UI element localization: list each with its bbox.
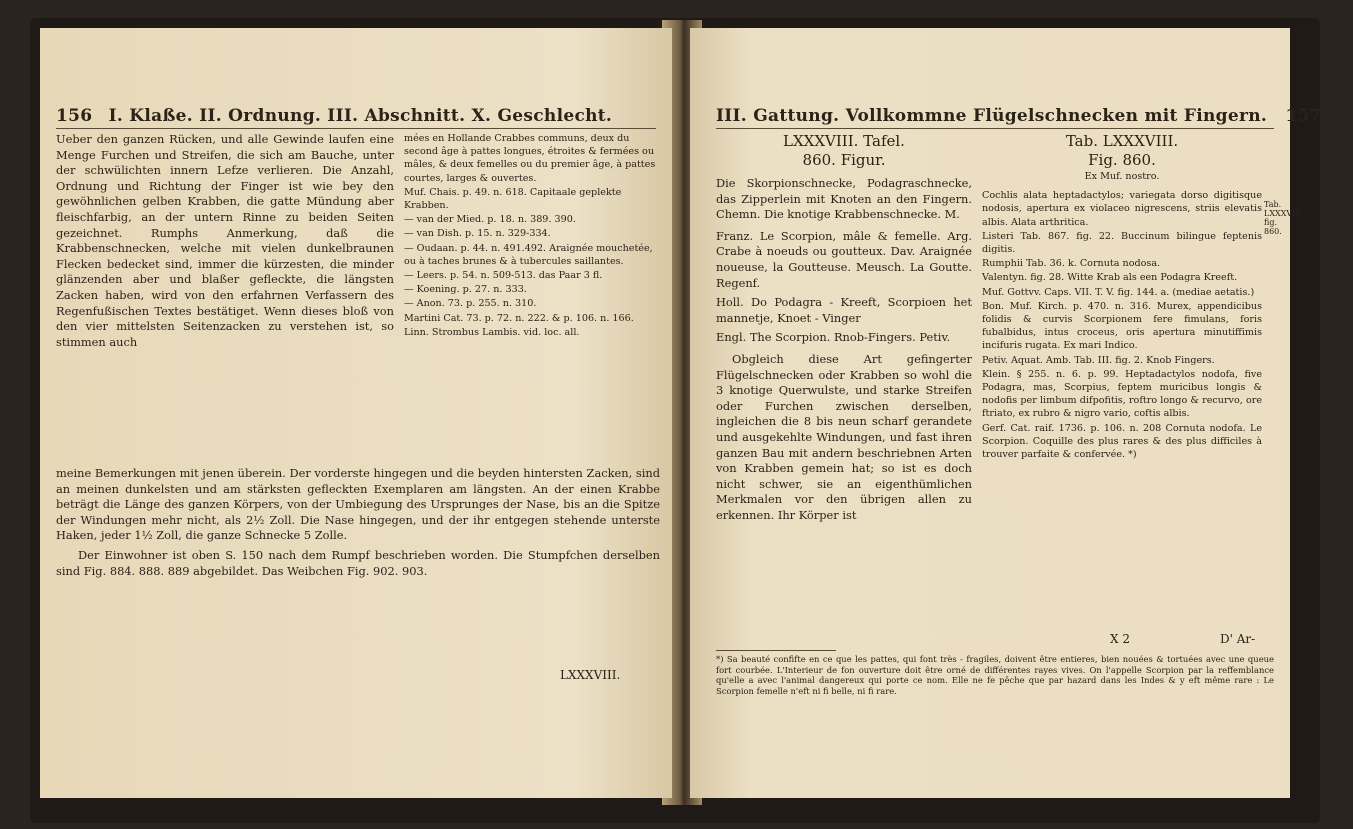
reference-entry: Petiv. Aquat. Amb. Tab. III. fig. 2. Knob Fingers.: [982, 354, 1215, 366]
left-full-paragraph: Der Einwohner ist oben S. 150 nach dem Rumpf beschrieben worden. Die Stumpfchen derselben sind Fig. 884. 888. 889 abgebildet. Das Weibchen Fig. 902. 903.: [56, 547, 660, 578]
footnote-rule: [716, 650, 836, 651]
left-full-width-text: [56, 466, 660, 579]
reference-entry: — Anon. 73. p. 255. n. 310.: [404, 298, 537, 310]
collection-note: Ex Muf. nostro.: [1084, 171, 1160, 182]
reference-entry: Martini Cat. 73. p. 72. n. 222. & p. 106. n. 166.: [404, 312, 634, 324]
left-page-running-title: I. Klaße. II. Ordnung. III. Abschnitt. X. Geschlecht.: [108, 106, 613, 126]
left-col2-references: [404, 132, 660, 340]
right-page-number: 157: [1285, 106, 1322, 126]
right-catchword: D' Ar-: [1220, 632, 1256, 646]
footnote: *) Sa beauté confifte en ce que les pattes, qui font très - fragiles, doivent être entieres, bien nouées & tortuées avec une queue fort courbée. L'Interieur de fon ouverture doit être orné de différentes rayes vives. On l'appelle Scorpion par la reffemblance qu'elle a avec l'animal dangereux qui porte ce nom. Elle ne fe pêche que par hazard dans les Indes & y eft même rare : Le Scorpion femelle n'eft ni fi belle, ni fi rare.: [716, 654, 1274, 696]
reference-entry: — van Dish. p. 15. n. 329-334.: [404, 228, 551, 240]
reference-entry: Klein. § 255. n. 6. p. 99. Heptadactylos nodofa, five Podagra, mas, Scorpius, feptem muricibus longis & nodofis per limbum difpofitis, roftro longo & recurvo, ore ftriato, ex rubro & nigro vario, coftis albis.: [982, 368, 1262, 420]
margin-plate-note: [1264, 200, 1302, 236]
tab-title: Tab. LXXXVIII.: [1065, 132, 1179, 150]
reference-entry: — Oudaan. p. 44. n. 491.492. Araignée mouchetée, ou à taches brunes & à tubercules saillantes.: [404, 242, 653, 267]
margin-note-line: LXXXVIII: [1264, 209, 1302, 218]
left-page: [40, 28, 672, 798]
reference-entry: Muf. Gottvv. Caps. VII. T. V. fig. 144. a. (mediae aetatis.): [982, 286, 1255, 298]
reference-entry: — Leers. p. 54. n. 509-513. das Paar 3 fl.: [404, 270, 603, 282]
plate-title: LXXXVIII. Tafel.: [783, 132, 905, 150]
reference-entry: Listeri Tab. 867. fig. 22. Buccinum bilingue feptenis digitis.: [982, 230, 1262, 256]
reference-entry: Bon. Muf. Kirch. p. 470. n. 316. Murex, appendicibus folidis & curvis Scorpionem fere fimulans, foris fubalbidus, intus croceus, oris apertura minutiffimis incifuris rugata. Ex mari Indico.: [982, 300, 1262, 352]
left-page-number: 156: [56, 106, 93, 126]
right-page-running-title: III. Gattung. Vollkommne Flügelschnecken mit Fingern.: [716, 106, 1268, 126]
reference-entry: mées en Hollande Crabbes communs, deux du second âge à pattes longues, étroites & fermées ou mâles, & deux femelles ou du premier âge, à pattes courtes, larges & ouvertes.: [404, 133, 656, 184]
right-col2: [982, 132, 1262, 462]
signature-mark: X 2: [1110, 632, 1130, 646]
description-paragraph: Obgleich diese Art gefingerter Flügelschnecken oder Krabben so wohl die 3 knotige Querwulste, und starke Streifen oder Furchen zwischen derselben, ingleichen die 8 bis neun scharf gerandete und ausgekehlte Windungen, und fast ihren ganzen Bau mit andern beschriebnen Arten von Krabben gemein hat; so ist es doch nicht schwer, sie an eigenthümlichen Merkmalen vor den übrigen allen zu erkennen. Ihr Körper ist: [716, 351, 972, 522]
species-names-french: Franz. Le Scorpion, mâle & femelle. Arg. Crabe à noeuds ou goutteux. Dav. Araignée noueuse, la Goutteuse. Meusch. La Goutte. Regenf.: [716, 228, 972, 290]
figure-title: 860. Figur.: [802, 151, 886, 169]
reference-entry: — van der Mied. p. 18. n. 389. 390.: [404, 214, 576, 226]
species-names-german: Die Skorpionschnecke, Podagraschnecke, das Zipperlein mit Knoten an den Fingern. Chemn. Die knotige Krabbenschnecke. M.: [716, 176, 972, 222]
margin-note-line: fig. 860.: [1264, 218, 1282, 236]
reference-entry: Rumphii Tab. 36. k. Cornuta nodosa.: [982, 258, 1161, 270]
reference-entry: — Koening. p. 27. n. 333.: [404, 284, 527, 296]
left-catchword: LXXXVIII.: [560, 668, 621, 682]
right-page: [690, 28, 1322, 798]
latin-diagnosis: Cochlis alata heptadactylos; variegata dorso digitisque nodosis, apertura ex violaceo nigrescens, striis elevatis albis. Alata arthritica.: [982, 190, 1262, 228]
left-page-header: [56, 106, 656, 126]
fig-title: Fig. 860.: [1088, 151, 1156, 169]
reference-entry: Muf. Chais. p. 49. n. 618. Capitaale geplekte Krabben.: [404, 186, 622, 212]
margin-note-line: Tab.: [1264, 200, 1282, 209]
reference-entry: Linn. Strombus Lambis. vid. loc. all.: [404, 326, 580, 338]
right-header-rule: [716, 128, 1274, 129]
species-names-english: Engl. The Scorpion. Rnob-Fingers. Petiv.: [716, 330, 951, 345]
reference-entry: Gerf. Cat. raif. 1736. p. 106. n. 208 Cornuta nodofa. Le Scorpion. Coquille des plus rares & des plus difficiles à trouver parfaite & confervée. *): [982, 422, 1262, 461]
species-names-dutch: Holl. Do Podagra - Kreeft, Scorpioen het mannetje, Knoet - Vinger: [716, 295, 972, 325]
left-full-paragraph: meine Bemerkungen mit jenen überein. Der vorderste hingegen und die beyden hintersten Zacken, sind an meinen dunkelsten und am stärksten gefleckten Exemplaren am längsten. An der einen Krabbe beträgt die Länge des ganzen Körpers, von der Umbiegung des Ursprunges der Nase, bis an die Spitze der Windungen mehr nicht, als 2½ Zoll. Die Nase hingegen, und der ihr entgegen stehende unterste Haken, jeder 1½ Zoll, die ganze Schnecke 5 Zolle.: [56, 466, 660, 543]
left-col1-paragraph: Ueber den ganzen Rücken, und alle Gewinde laufen eine Menge Furchen und Streifen, die sich am Bauche, unter der schwülichten innern Lefze verlieren. Die Anzahl, Ordnung und Richtung der Finger ist wie bey den gewöhnlichen gelben Krabben, die gatte Mündung aber fleischfarbig, an der untern Rinne zu beiden Seiten gezeichnet. Rumphs Anmerkung, daß die Krabbenschnecken, welche mit vielen dunkelbraunen Flecken bedecket sind, immer die kürzesten, die minder glänzenden aber und blaßer gefleckte, die längsten Zacken haben, wird von den erfahrnen Verfassern des Regenfußischen Textes bestätiget. Wenn dieses bloß von den vier mittelsten Seitenzacken zu verstehen ist, so stimmen auch: [56, 132, 394, 349]
left-header-rule: [56, 128, 656, 129]
right-page-header: [716, 106, 1322, 126]
reference-entry: Valentyn. fig. 28. Witte Krab als een Podagra Kreeft.: [982, 272, 1238, 284]
right-col1: [716, 132, 972, 523]
left-col1: [56, 132, 394, 350]
